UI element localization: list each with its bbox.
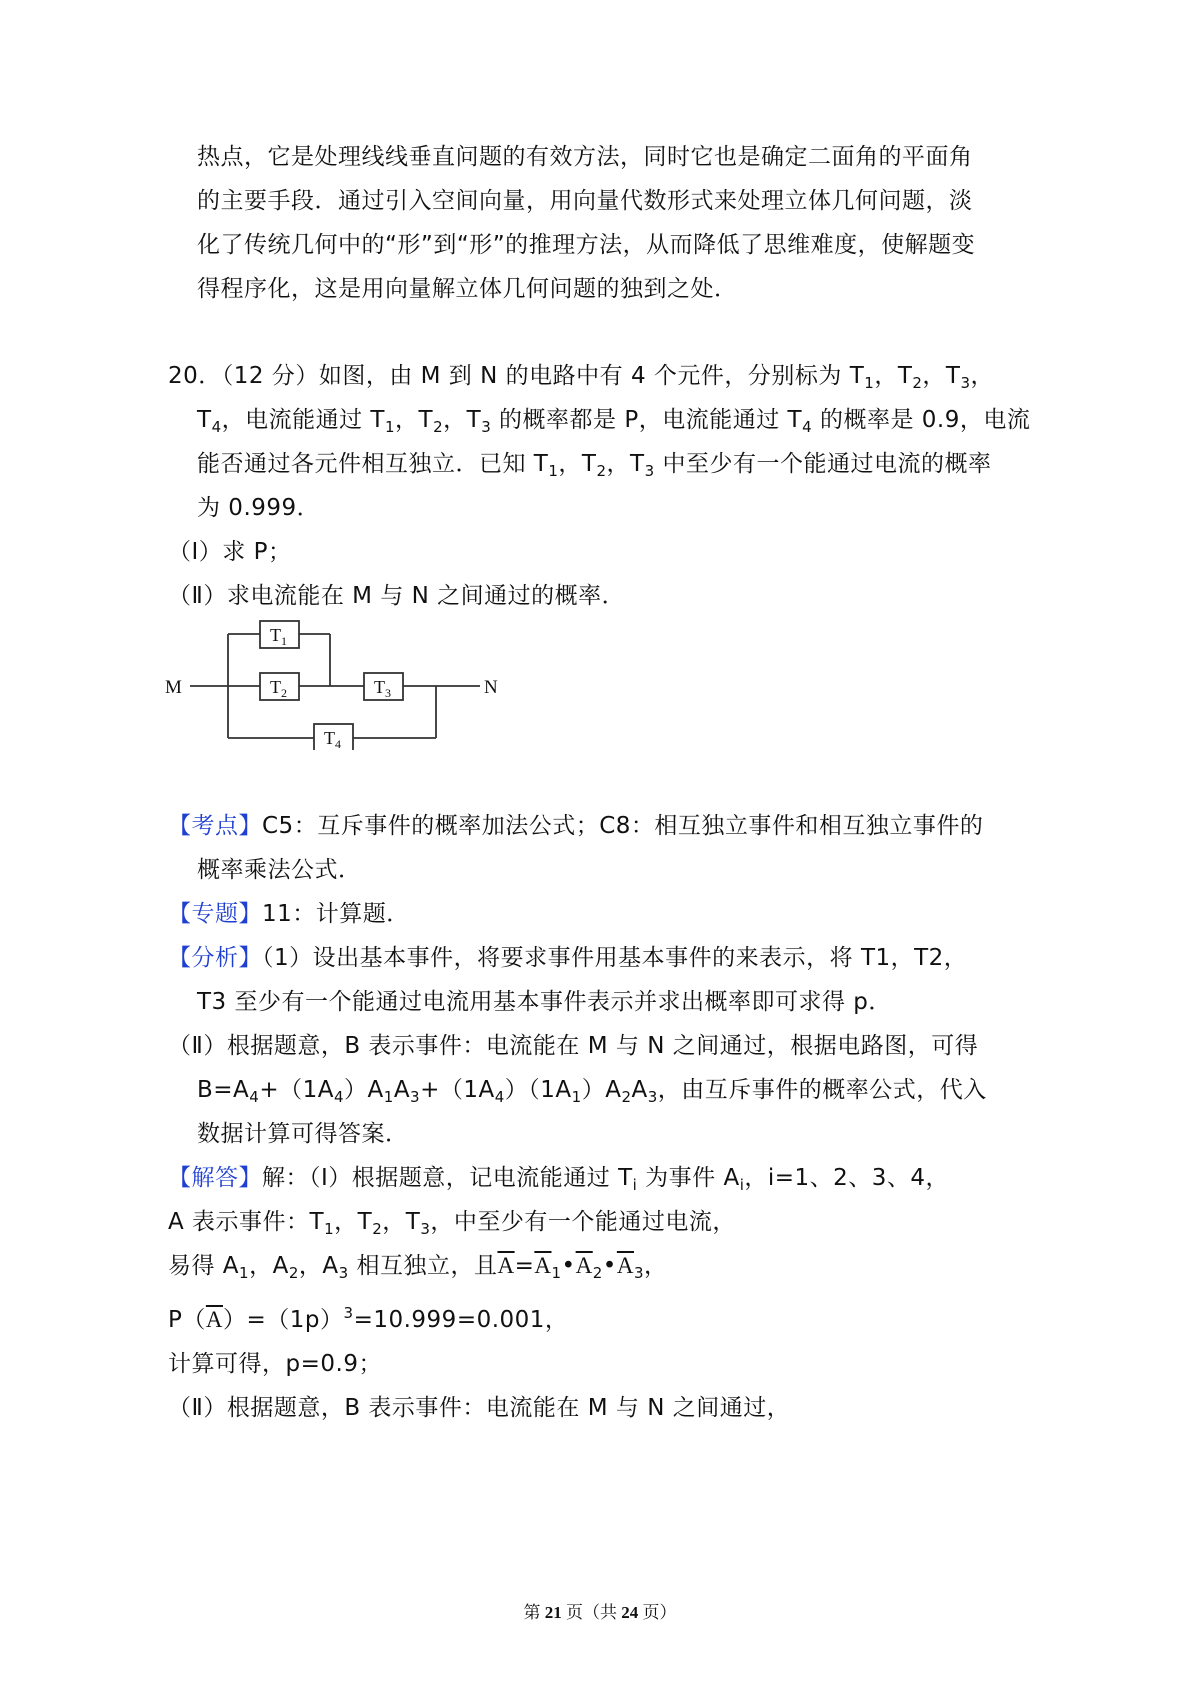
a-bar-formula: $\overline{A}$ xyxy=(497,1253,515,1278)
intro-line-2: 的主要手段．通过引入空间向量，用向量代数形式来处理立体几何问题，淡 xyxy=(197,188,973,214)
fenxi-line: 【分析】（1）设出基本事件，将要求事件用基本事件的来表示，将 T1，T2， xyxy=(168,945,968,971)
t3-label: $T_3$ xyxy=(374,677,391,700)
problem-part-1: （Ⅰ）求 P； xyxy=(168,539,292,565)
problem-line-2: $T_4$，电流能通过 $T_1$，$T_2$，$T_3$ 的概率都是 P，电流能通过 $T_4$ 的概率是 0.9，电流 xyxy=(197,407,1031,436)
m-terminal-label: M xyxy=(165,677,182,698)
solution-line-4: $P(\overline{A})=(1p)^3=10.999=0.001$， xyxy=(168,1304,569,1333)
intro-line-4: 得程序化，这是用向量解立体几何问题的独到之处． xyxy=(197,276,738,302)
fenxi-line-2: T3 至少有一个能通过电流用基本事件表示并求出概率即可求得 p． xyxy=(197,989,892,1015)
problem-line-3: 能否通过各元件相互独立．已知 $T_1$，$T_2$，$T_3$ 中至少有一个能通过电流的概率 xyxy=(197,451,992,480)
fenxi-formula: $B=A_4+(1A_4)A_1A_3+(1A_4)(1A_1)A_2A_3$，由互斥事件的概率公式，代入 xyxy=(197,1077,987,1106)
intro-line-1: 热点，它是处理线线垂直问题的有效方法，同时它也是确定二面角的平面角 xyxy=(197,144,973,170)
intro-line-3: 化了传统几何中的“形”到“形”的推理方法，从而降低了思维难度，使解题变 xyxy=(197,232,976,258)
n-terminal-label: N xyxy=(484,677,498,698)
page-footer: 第 21 页（共 24 页） xyxy=(523,1603,677,1622)
solution-line-3: 易得 $A_1$，$A_2$，$A_3$ 相互独立，且$\overline{A}=\overline{A}_1•\overline{A}_2•\overline{A}_3$， xyxy=(168,1253,668,1282)
t4-label: $T_4$ xyxy=(324,728,341,750)
solution-line-5: 计算可得，p=0.9； xyxy=(168,1351,382,1377)
solution-line-6: （Ⅱ）根据题意，B 表示事件：电流能在 M 与 N 之间通过， xyxy=(168,1395,791,1421)
jieda-tag: 【解答】 xyxy=(168,1165,262,1191)
kaodian-tag: 【考点】 xyxy=(168,813,262,839)
kaodian-line-2: 概率乘法公式． xyxy=(197,857,362,883)
page-number: 21 xyxy=(544,1603,562,1622)
fenxi-part-2: （Ⅱ）根据题意，B 表示事件：电流能在 M 与 N 之间通过，根据电路图，可得 xyxy=(168,1033,979,1059)
fenxi-tag: 【分析】 xyxy=(168,945,262,971)
problem-line-4: 为 0.999． xyxy=(197,495,321,521)
t2-label: $T_2$ xyxy=(270,677,287,700)
fenxi-end: 数据计算可得答案． xyxy=(197,1121,409,1147)
zhuanti-tag: 【专题】 xyxy=(168,901,262,927)
page-total: 24 xyxy=(621,1603,639,1622)
zhuanti-line: 【专题】11：计算题． xyxy=(168,901,410,927)
circuit-diagram xyxy=(160,620,520,750)
solution-line-2: A 表示事件：$T_1$，$T_2$，$T_3$，中至少有一个能通过电流， xyxy=(168,1209,736,1238)
problem-line-1: 20．（12 分）如图，由 M 到 N 的电路中有 4 个元件，分别标为 $T_1$，$T_2$，$T_3$， xyxy=(168,363,995,392)
solution-line-1: 【解答】解：（Ⅰ）根据题意，记电流能通过 $T_i$ 为事件 $A_i$，i=1、2、3、4， xyxy=(168,1165,950,1194)
t1-label: $T_1$ xyxy=(270,625,287,648)
problem-part-2: （Ⅱ）求电流能在 M 与 N 之间通过的概率． xyxy=(168,583,626,609)
kaodian-line: 【考点】C5：互斥事件的概率加法公式；C8：相互独立事件和相互独立事件的 xyxy=(168,813,984,839)
